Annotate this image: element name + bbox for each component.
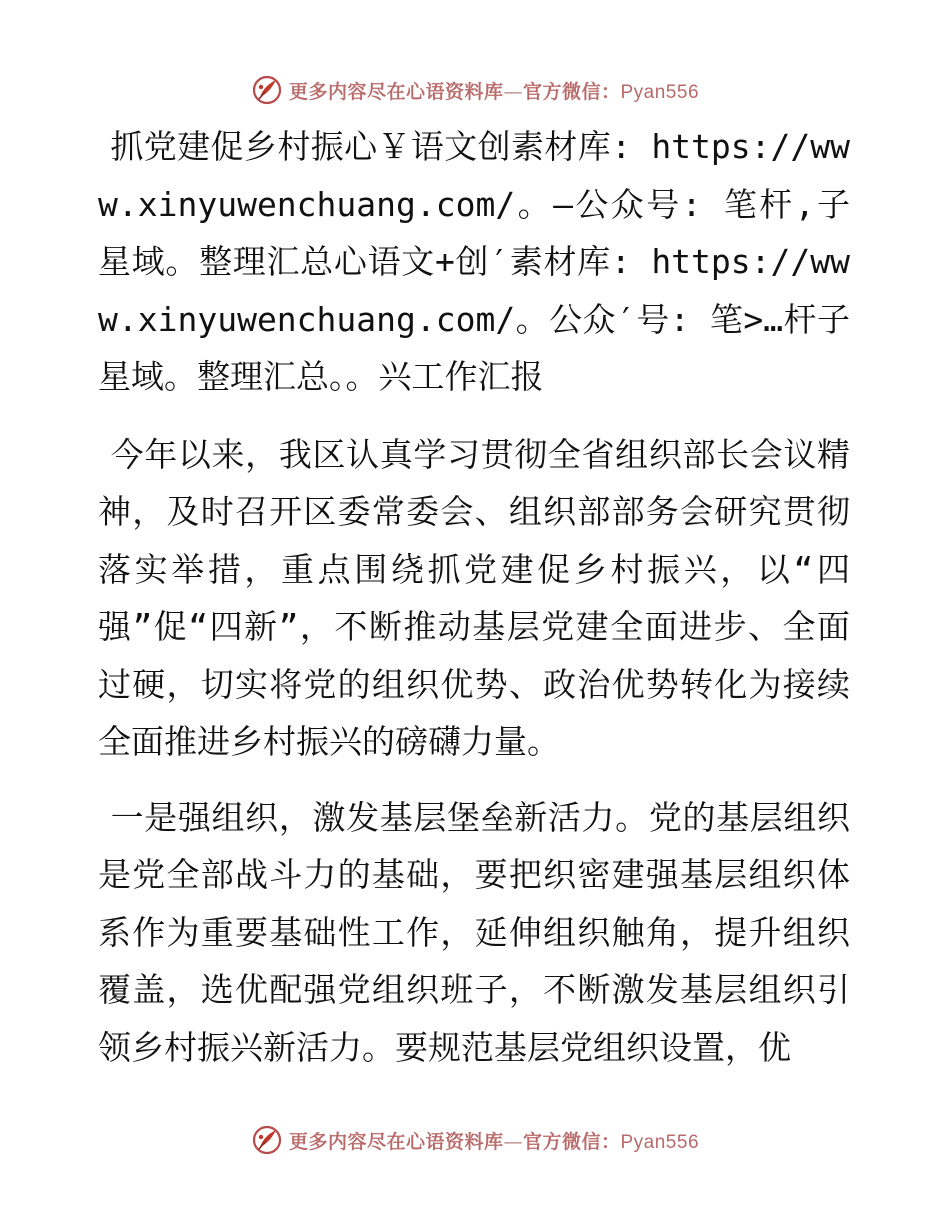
paragraph-text: 今年以来，我区认真学习贯彻全省组织部长会议精神，及时召开区委常委会、组织部部务会研究贯彻落实举措，重点围绕抓党建促乡村振兴，以“四强”促“四新”，不断推动基层党建全面进步、全面过硬，切实将党的组织优势、政治优势转化为接续全面推进乡村振兴的磅礴力量。 [98,434,850,761]
paragraph-text: 一是强组织，激发基层堡垒新活力。党的基层组织是党全部战斗力的基础，要把织密建强基层组织体系作为重要基础性工作，延伸组织触角，提升组织覆盖，选优配强党组织班子，不断激发基层组织引领乡村振兴新活力。要规范基层党组织设置，优 [98,797,850,1067]
header-banner-separator: — [503,80,523,103]
paragraph-intro [98,426,850,771]
header-banner-suffix: 官方微信： [522,80,621,103]
document-body [98,118,850,1094]
footer-banner[interactable] [0,1120,950,1160]
header-banner[interactable] [0,70,950,110]
header-banner-wechat-id: Pyan556 [620,81,700,103]
footer-banner-separator: — [503,1130,523,1153]
header-banner-text [289,77,699,104]
red-feather-pen-logo-icon [251,74,283,106]
paragraph-point-one [98,789,850,1077]
footer-banner-title: 更多内容尽在心语资料库 [288,1130,504,1153]
header-banner-title: 更多内容尽在心语资料库 [288,80,504,103]
paragraph-text: 抓党建促乡村振心￥语文创素材库: https://www.xinyuwenchuang.com/。—公众号: 笔杆,子星域。整理汇总心语文+创′素材库: https://www.xinyuwenchuang.com/。公众′号: 笔>…杆子星域。整理汇总。。兴工作汇报 [98,127,850,396]
footer-banner-text [289,1127,699,1154]
footer-banner-suffix: 官方微信： [522,1130,621,1153]
red-feather-pen-logo-icon [251,1124,283,1156]
footer-banner-wechat-id: Pyan556 [620,1131,700,1153]
paragraph-title [98,118,850,406]
